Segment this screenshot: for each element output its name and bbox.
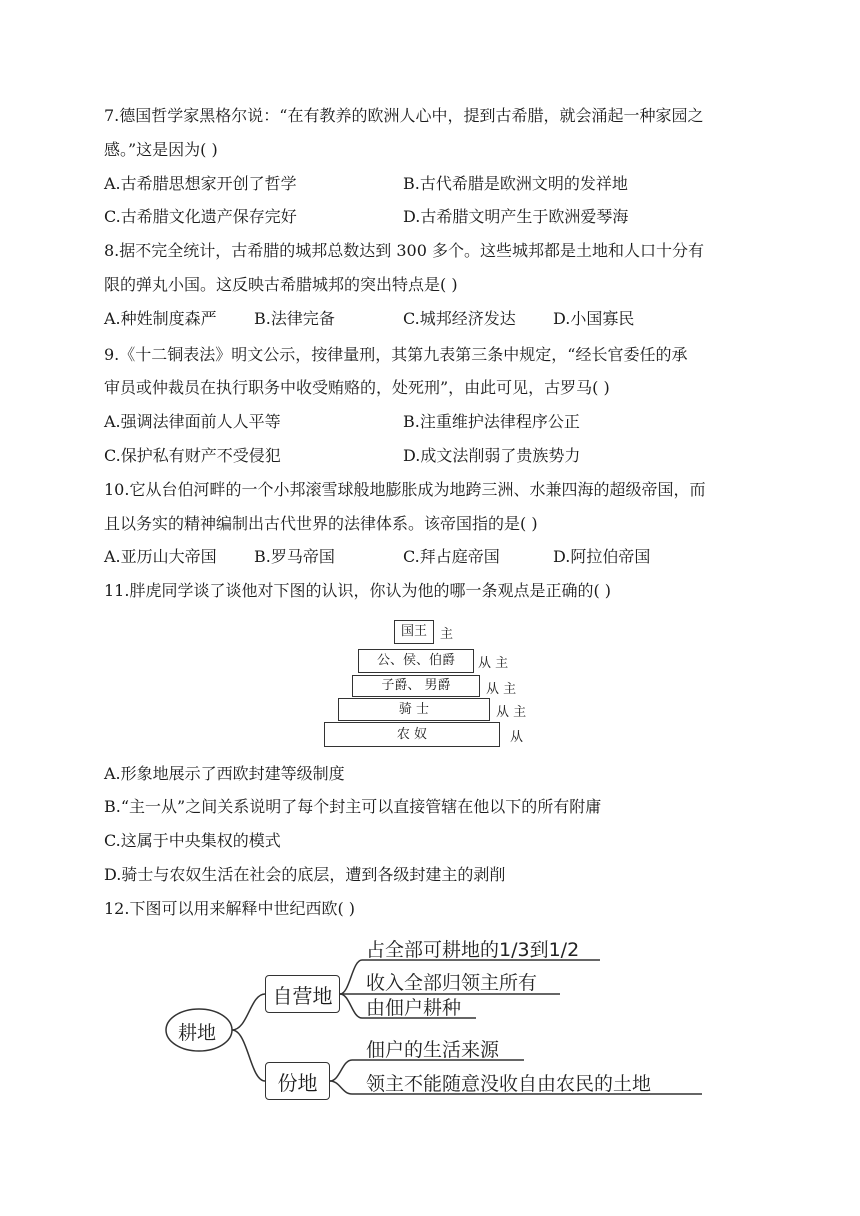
pyramid-tier-king: 国王 <box>394 620 434 644</box>
q7-option-a: A.古希腊思想家开创了哲学 <box>104 174 297 193</box>
q9-option-b: B.注重维护法律程序公正 <box>403 412 580 431</box>
demesne-item-1: 占全部可耕地的1/3到1/2 <box>366 939 580 961</box>
tenant-land-item-1: 佃户的生活来源 <box>366 1039 500 1061</box>
q8-option-c: C.城邦经济发达 <box>403 309 516 328</box>
q9-stem-line1: 9.《十二铜表法》明文公示，按律量刑，其第九表第三条中规定，“经长官委任的承 <box>104 345 688 364</box>
pyramid-role-5: 从 <box>510 730 524 745</box>
q8-option-b: B.法律完备 <box>254 309 335 328</box>
q8-option-d: D.小国寡民 <box>553 309 635 328</box>
q8-stem-line1: 8.据不完全统计，古希腊的城邦总数达到 300 多个。这些城邦都是土地和人口十分有 <box>104 241 704 260</box>
q10-stem-line1: 10.它从台伯河畔的一个小邦滚雪球般地膨胀成为地跨三洲、水兼四海的超级帝国，而 <box>104 480 706 499</box>
q10-option-c: C.拜占庭帝国 <box>403 547 500 566</box>
pyramid-role-3: 从 主 <box>486 682 517 697</box>
pyramid-role-1: 主 <box>440 627 454 642</box>
q11-option-b: B.“主一从”之间关系说明了每个封主可以直接管辖在他以下的所有附庸 <box>104 797 602 816</box>
q11-option-d: D.骑士与农奴生活在社会的底层，遭到各级封建主的剥削 <box>104 865 506 884</box>
q8-stem-line2: 限的弹丸小国。这反映古希腊城邦的突出特点是( ) <box>104 275 458 294</box>
pyramid-tier-dukes: 公、侯、伯爵 <box>358 649 474 673</box>
mind-map-branch-demesne: 自营地 <box>265 975 340 1013</box>
q9-option-c: C.保护私有财产不受侵犯 <box>104 446 281 465</box>
q7-option-b: B.古代希腊是欧洲文明的发祥地 <box>403 174 628 193</box>
q9-option-a: A.强调法律面前人人平等 <box>104 412 281 431</box>
pyramid-role-4: 从 主 <box>496 705 527 720</box>
q8-option-a: A.种姓制度森严 <box>104 309 217 328</box>
q11-option-c: C.这属于中央集权的模式 <box>104 831 281 850</box>
q10-stem-line2: 且以务实的精神编制出古代世界的法律体系。该帝国指的是( ) <box>104 514 538 533</box>
q7-stem-line1: 7.德国哲学家黑格尔说：“在有教养的欧洲人心中，提到古希腊，就会涌起一种家园之 <box>104 106 704 125</box>
q9-stem-line2: 审员或仲裁员在执行职务中收受贿赂的，处死刑”，由此可见，古罗马( ) <box>104 378 610 397</box>
q9-option-d: D.成文法削弱了贵族势力 <box>403 446 581 465</box>
q7-option-c: C.古希腊文化遗产保存完好 <box>104 207 297 226</box>
q10-option-d: D.阿拉伯帝国 <box>553 547 651 566</box>
demesne-item-2: 收入全部归领主所有 <box>366 972 538 994</box>
q11-stem-line1: 11.胖虎同学谈了谈他对下图的认识，你认为他的哪一条观点是正确的( ) <box>104 581 612 600</box>
q7-stem-line2: 感。”这是因为( ) <box>104 140 218 159</box>
pyramid-tier-knights: 骑 士 <box>338 698 490 721</box>
q12-stem-line1: 12.下图可以用来解释中世纪西欧( ) <box>104 899 356 918</box>
mind-map-branch-tenant-land: 份地 <box>265 1062 330 1100</box>
q7-option-d: D.古希腊文明产生于欧洲爱琴海 <box>403 207 629 226</box>
q10-option-b: B.罗马帝国 <box>254 547 335 566</box>
mind-map-root: 耕地 <box>178 1022 217 1044</box>
pyramid-tier-viscounts: 子爵、 男爵 <box>352 675 480 697</box>
pyramid-role-2: 从 主 <box>478 656 509 671</box>
q11-option-a: A.形象地展示了西欧封建等级制度 <box>104 764 345 783</box>
pyramid-tier-serfs: 农 奴 <box>324 722 500 747</box>
demesne-item-3: 由佃户耕种 <box>366 997 462 1019</box>
tenant-land-item-2: 领主不能随意没收自由农民的土地 <box>366 1073 652 1095</box>
q10-option-a: A.亚历山大帝国 <box>104 547 217 566</box>
